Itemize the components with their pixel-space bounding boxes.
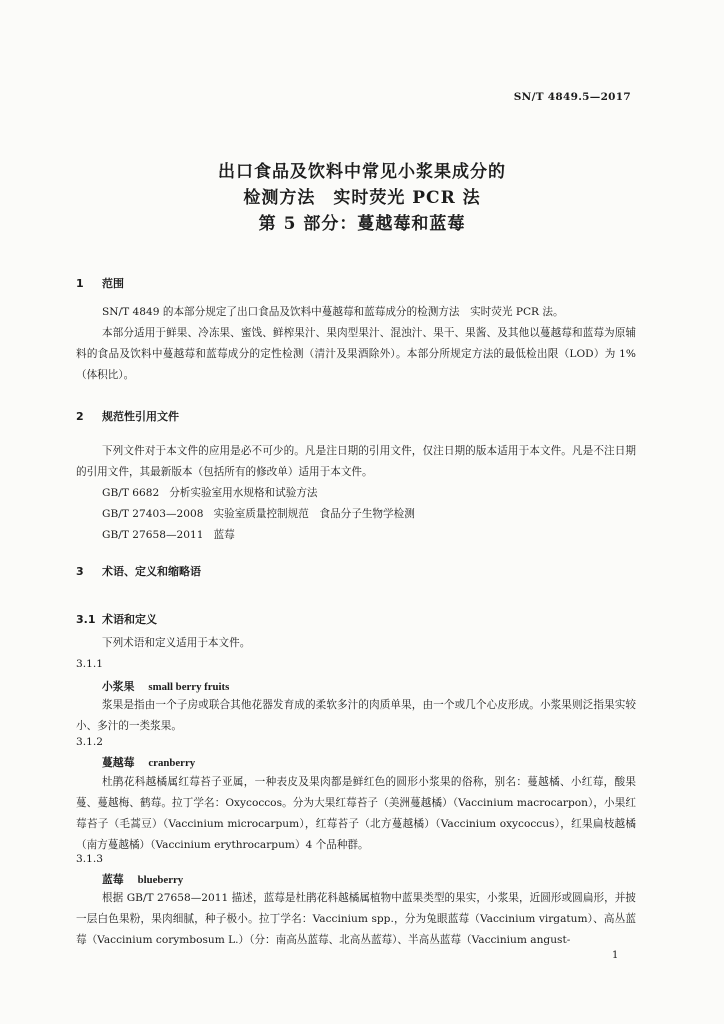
term-heading	[102, 679, 229, 694]
standard-number: SN/T 4849.5—2017	[513, 91, 631, 103]
term-english: cranberry	[148, 757, 196, 769]
term-english: small berry fruits	[148, 681, 230, 693]
reference-title: 分析实验室用水规格和试验方法	[169, 487, 318, 499]
paragraph: 本部分适用于鲜果、冷冻果、蜜饯、鲜榨果汁、果肉型果汁、混浊汁、果干、果酱、及其他以蔓越莓和蓝莓为原辅料的食品及饮料中蔓越莓和蓝莓成分的定性检测（清汁及果酒除外）。本部分所规定方法的最低检出限（LOD）为 1%（体积比）。	[76, 327, 636, 381]
section-number: 2	[76, 410, 84, 423]
section-3-1-heading	[76, 611, 157, 627]
document-title-line-3: 第 5 部分：蔓越莓和蓝莓	[258, 214, 466, 234]
reference-code: GB/T 27403—2008	[102, 508, 204, 520]
section-2-heading	[76, 408, 179, 424]
clause-number: 3.1.1	[76, 658, 103, 670]
term-chinese: 小浆果	[102, 680, 135, 693]
reference-code: GB/T 6682	[102, 487, 160, 499]
clause-number: 3.1.2	[76, 736, 103, 748]
term-chinese: 蓝莓	[102, 873, 124, 886]
section-title: 范围	[102, 277, 124, 290]
paragraph: 下列术语和定义适用于本文件。	[102, 637, 251, 649]
paragraph: 根据 GB/T 27658—2011 描述，蓝莓是杜鹃花科越橘属植物中蓝果类型的果实，小浆果，近圆形或圆扁形，并披一层白色果粉，果肉细腻，种子极小。拉丁学名：Vaccinium spp.，分为兔眼蓝莓（Vaccinium virgatum）、高丛蓝莓（Vaccinium corymbosum L.）（分：南高丛蓝莓、北高丛蓝莓）、半高丛蓝莓（Vaccinium angust-	[76, 892, 636, 946]
term-heading	[102, 755, 195, 770]
section-1-heading	[76, 275, 124, 291]
document-title-line-1: 出口食品及饮料中常见小浆果成分的	[218, 162, 506, 182]
document-title-line-2: 检测方法 实时荧光 PCR 法	[243, 188, 481, 208]
section-title: 术语、定义和缩略语	[102, 565, 201, 578]
paragraph: 浆果是指由一个子房或联合其他花器发育成的柔软多汁的肉质单果，由一个或几个心皮形成。小浆果则泛指果实较小、多汁的一类浆果。	[76, 699, 636, 732]
page-number: 1	[612, 950, 619, 961]
section-title: 术语和定义	[102, 613, 157, 626]
reference-title: 蓝莓	[213, 529, 235, 541]
section-number: 3	[76, 565, 84, 578]
reference-title: 实验室质量控制规范 食品分子生物学检测	[213, 508, 415, 520]
reference-code: GB/T 27658—2011	[102, 529, 204, 541]
paragraph: 杜鹃花科越橘属红莓苔子亚属，一种表皮及果肉都是鲜红色的圆形小浆果的俗称，别名：蔓越橘、小红莓，酸果蔓、蔓越梅、鹤莓。拉丁学名：Oxycoccos。分为大果红莓苔子（美洲蔓越橘）（Vaccinium macrocarpon），小果红莓苔子（毛蒿豆）（Vaccinium microcarpum），红莓苔子（北方蔓越橘）（Vaccinium oxycoccus），红果扁枝越橘（南方蔓越橘）（Vaccinium erythrocarpum）4 个品种群。	[76, 776, 636, 851]
clause-number: 3.1.3	[76, 853, 103, 865]
reference-item	[102, 485, 318, 500]
section-title: 规范性引用文件	[102, 410, 179, 423]
term-english: blueberry	[137, 874, 184, 886]
section-number: 1	[76, 277, 84, 290]
section-number: 3.1	[76, 613, 96, 626]
term-chinese: 蔓越莓	[102, 756, 135, 769]
term-heading	[102, 872, 183, 887]
paragraph: SN/T 4849 的本部分规定了出口食品及饮料中蔓越莓和蓝莓成分的检测方法 实时荧光 PCR 法。	[102, 306, 564, 318]
reference-item	[102, 506, 415, 521]
reference-item	[102, 527, 235, 542]
paragraph: 下列文件对于本文件的应用是必不可少的。凡是注日期的引用文件，仅注日期的版本适用于本文件。凡是不注日期的引用文件，其最新版本（包括所有的修改单）适用于本文件。	[76, 445, 636, 478]
section-3-heading	[76, 563, 201, 579]
